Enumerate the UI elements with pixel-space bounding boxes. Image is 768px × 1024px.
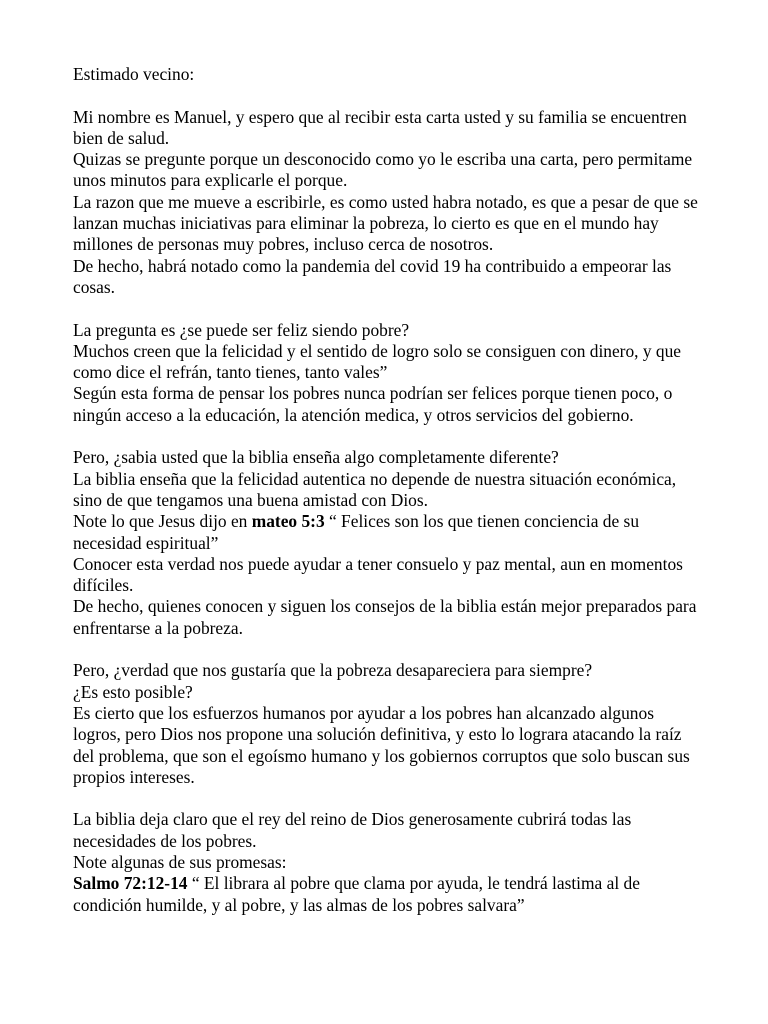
teaching-line: Conocer esta verdad nos puede ayudar a tener consuelo y paz mental, aun en momentos difíciles. [73,553,683,596]
question-line: Muchos creen que la felicidad y el sentido de logro solo se consiguen con dinero, y que como dice el refrán, tanto tienes, tanto vales” [73,340,682,383]
solution-line: ¿Es esto posible? [73,681,193,702]
question-line: Según esta forma de pensar los pobres nunca podrían ser felices porque tienen poco, o ningún acceso a la educación, la atención medica, y otros servicios del gobierno. [73,383,673,425]
solution-line: Es cierto que los esfuerzos humanos por ayudar a los pobres han alcanzado algunos logros, pero Dios nos propone una solución definitiva, y esto lo lograra atacando la raíz del problema, que son el egoísmo humano y los gobiernos corruptos que solo buscan sus propios intereses. [73,702,690,787]
scripture-reference: mateo 5:3 [251,511,325,532]
paragraph-introduction [73,107,703,299]
teaching-line-with-reference [73,511,703,554]
paragraph-solution [73,660,703,788]
intro-line: Mi nombre es Manuel, y espero que al recibir esta carta usted y su familia se encuentren bien de salud. [73,106,687,148]
intro-line: Quizas se pregunte porque un desconocido como yo le escriba una carta, pero permitame unos minutos para explicarle el porque. [73,149,693,191]
teaching-line: De hecho, quienes conocen y siguen los consejos de la biblia están mejor preparados para enfrentarse a la pobreza. [73,596,697,638]
paragraph-bible-teaching [73,447,703,639]
letter-page [73,64,703,916]
promises-line: Note algunas de sus promesas: [73,851,287,872]
paragraph-question [73,320,703,426]
scripture-quote: “ El librara al pobre que clama por ayuda, le tendrá lastima al de condición humilde, y al pobre, y las almas de los pobres salvara” [73,873,640,915]
scripture-reference: Salmo 72:12-14 [73,873,188,894]
promises-line: La biblia deja claro que el rey del reino de Dios generosamente cubrirá todas las necesidades de los pobres. [73,809,632,851]
promises-line-with-reference [73,873,703,916]
scripture-quote: “ Felices son los que tienen conciencia de su necesidad espiritual” [73,511,640,553]
teaching-line: La biblia enseña que la felicidad autentica no depende de nuestra situación económica, sino de que tengamos una buena amistad con Dios. [73,468,677,510]
paragraph-promises [73,809,703,915]
teaching-text: Note lo que Jesus dijo en [73,511,252,532]
paragraph-spacer [73,639,703,660]
paragraph-spacer [73,426,703,447]
teaching-line: Pero, ¿sabia usted que la biblia enseña algo completamente diferente? [73,447,559,468]
intro-line: La razon que me mueve a escribirle, es como usted habra notado, es que a pesar de que se lanzan muchas iniciativas para eliminar la pobreza, lo cierto es que en el mundo hay millones de personas muy pobres, incluso cerca de nosotros. [73,191,698,255]
paragraph-spacer [73,298,703,319]
letter-greeting: Estimado vecino: [73,64,195,84]
paragraph-spacer [73,788,703,809]
question-line: La pregunta es ¿se puede ser feliz siendo pobre? [73,319,410,340]
intro-line: De hecho, habrá notado como la pandemia del covid 19 ha contribuido a empeorar las cosas. [73,255,672,297]
solution-line: Pero, ¿verdad que nos gustaría que la pobreza desapareciera para siempre? [73,660,593,681]
